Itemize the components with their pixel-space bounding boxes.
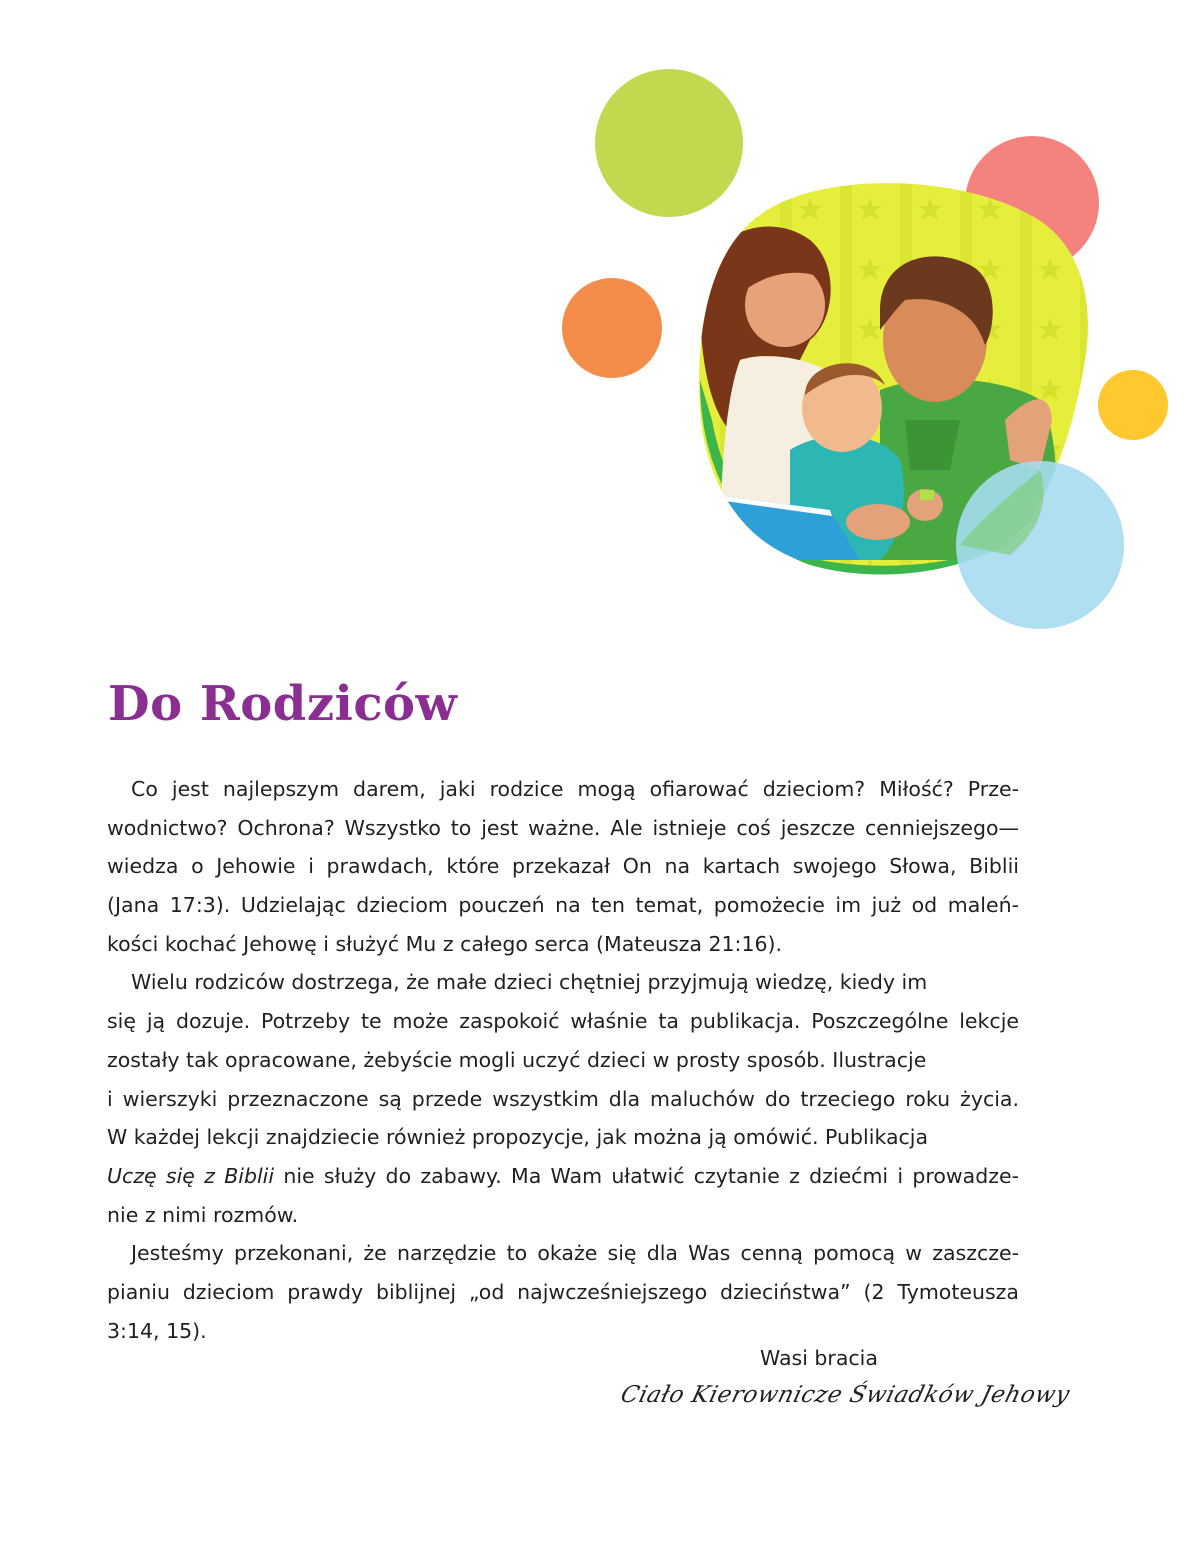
page-title: Do Rodziców xyxy=(108,676,458,732)
green-circle xyxy=(595,69,743,217)
body-line xyxy=(107,886,1019,925)
line-text: pianiu dzieciom prawdy biblijnej „od najwcześniejszego dzieciństwa” (2 Tymoteusza xyxy=(107,1279,1019,1304)
body-line xyxy=(107,925,1019,964)
body-line xyxy=(107,1080,1019,1119)
body-line xyxy=(107,1041,1019,1080)
signature: Ciało Kierownicze Świadków Jehowy xyxy=(618,1382,1073,1408)
line-text: kości kochać Jehowę i służyć Mu z całego serca (Mateusza 21:16). xyxy=(107,931,783,956)
publication-title: Uczę się z Biblii xyxy=(107,1163,275,1188)
line-text: wiedza o Jehowie i prawdach, które przekazał On na kartach swojego Słowa, Biblii xyxy=(107,854,1019,879)
line-text: nie służy do zabawy. Ma Wam ułatwić czytanie z dziećmi i prowadze- xyxy=(274,1163,1019,1188)
closing-line: Wasi bracia xyxy=(760,1346,878,1370)
line-text: W każdej lekcji znajdziecie również propozycje, jak można ją omówić. Publikacja xyxy=(107,1125,929,1150)
yellow-circle xyxy=(1098,370,1168,440)
line-text: zostały tak opracowane, żebyście mogli uczyć dzieci w prosty sposób. Ilustracje xyxy=(107,1047,927,1072)
body-line xyxy=(107,1234,1019,1273)
line-text: Jesteśmy przekonani, że narzędzie to okaże się dla Was cenną pomocą w zaszcze- xyxy=(131,1241,1019,1266)
body-line xyxy=(107,1312,1019,1351)
line-text: (Jana 17:3). Udzielając dzieciom pouczeń na ten temat, pomożecie im już od maleń- xyxy=(107,893,1019,918)
body-line xyxy=(107,1002,1019,1041)
line-text: i wierszyki przeznaczone są przede wszystkim dla maluchów do trzeciego roku życia. xyxy=(107,1086,1019,1111)
body-line xyxy=(107,963,1019,1002)
body-line xyxy=(107,1118,1019,1157)
body-line xyxy=(107,770,1019,809)
line-text: się ją dozuje. Potrzeby te może zaspokoić właśnie ta publikacja. Poszczególne lekcje xyxy=(107,1009,1019,1034)
line-text: Wielu rodziców dostrzega, że małe dzieci chętniej przyjmują wiedzę, kiedy im xyxy=(131,970,928,995)
body-line xyxy=(107,1196,1019,1235)
body-line xyxy=(107,1157,1019,1196)
family-reading-illustration xyxy=(0,0,1200,660)
body-line xyxy=(107,1273,1019,1312)
line-text: wodnictwo? Ochrona? Wszystko to jest ważne. Ale istnieje coś jeszcze cenniejszego— xyxy=(107,815,1019,840)
body-line xyxy=(107,809,1019,848)
body-text xyxy=(107,770,1019,1350)
body-line xyxy=(107,847,1019,886)
line-text: Co jest najlepszym darem, jaki rodzice mogą ofiarować dzieciom? Miłość? Prze- xyxy=(131,777,1019,801)
orange-circle xyxy=(562,278,662,378)
line-text: nie z nimi rozmów. xyxy=(107,1202,299,1227)
line-text: 3:14, 15). xyxy=(107,1318,207,1343)
